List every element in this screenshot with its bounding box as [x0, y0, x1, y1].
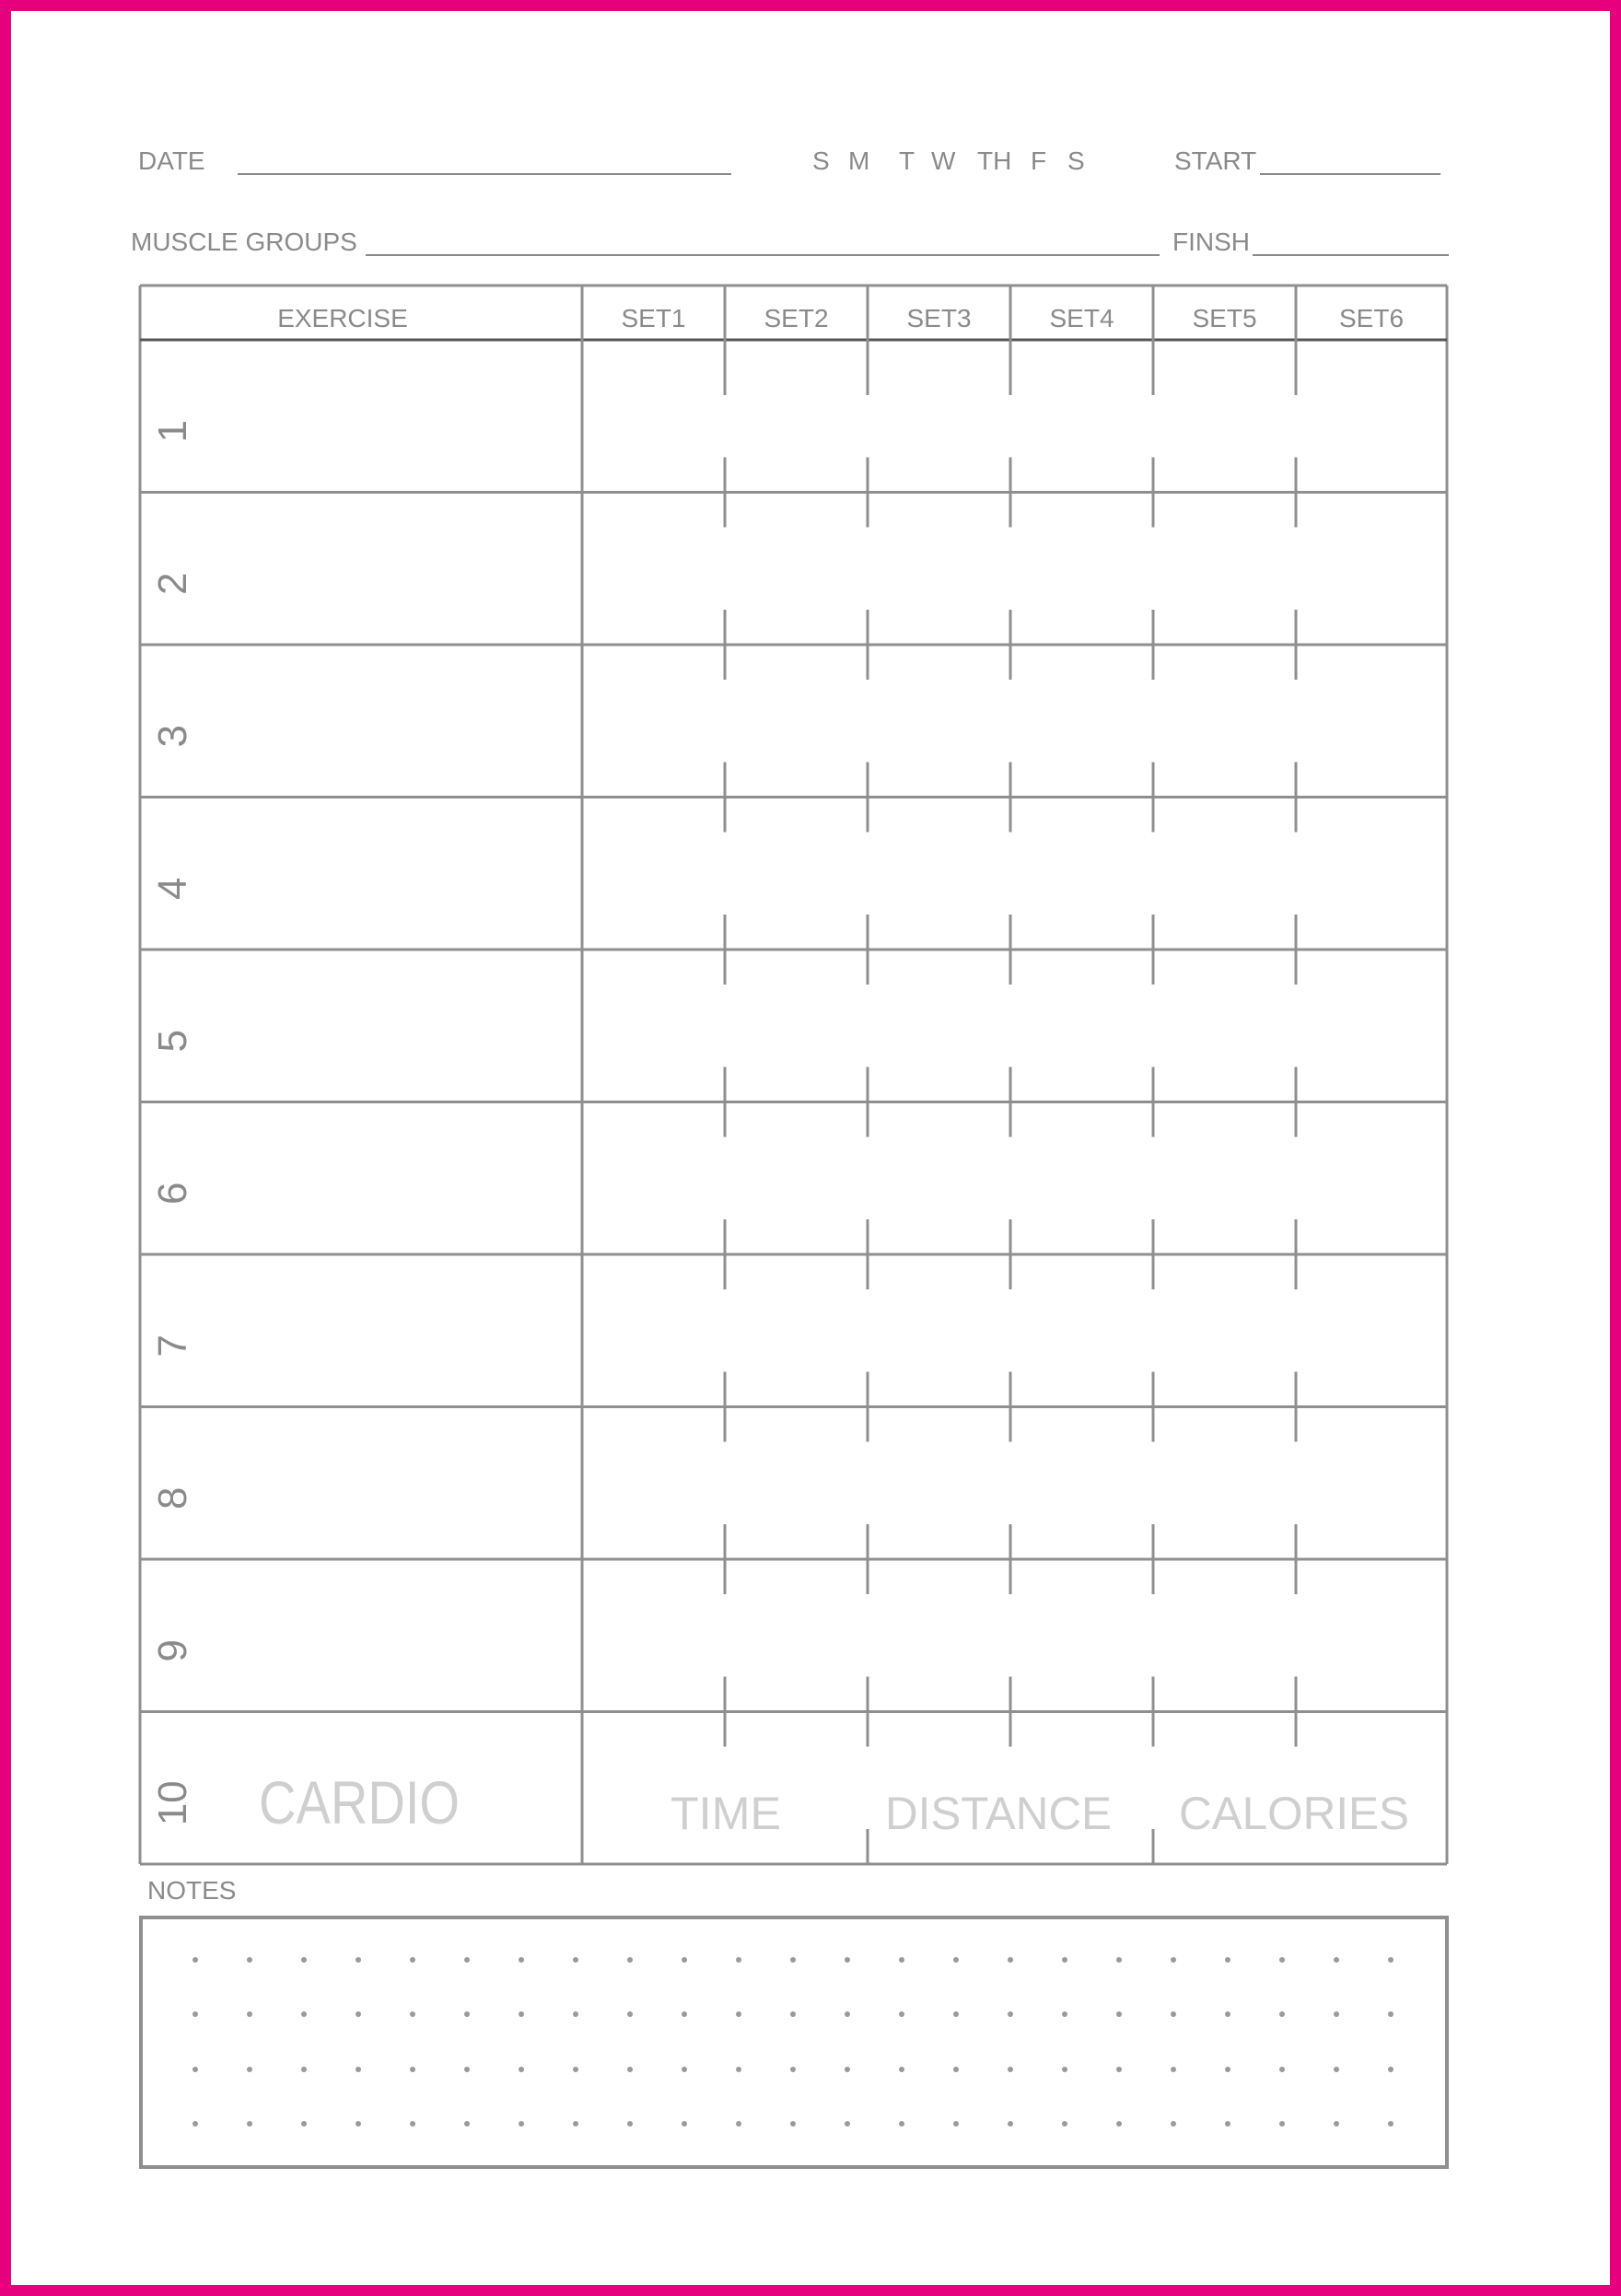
notes-dot [682, 2121, 687, 2127]
row-number-2: 2 [150, 572, 195, 596]
notes-dot [1008, 1957, 1013, 1963]
notes-dot [1388, 2121, 1394, 2127]
notes-dot [247, 1957, 252, 1963]
notes-dot [519, 1957, 524, 1963]
notes-dot [1116, 2067, 1122, 2072]
row-number-7: 7 [150, 1334, 195, 1358]
cardio-field-calories: CALORIES [1179, 1788, 1409, 1839]
notes-dot [464, 1957, 470, 1963]
notes-dot [1062, 2067, 1067, 2072]
notes-dot [1225, 1957, 1230, 1963]
notes-dot [736, 2121, 741, 2127]
notes-dot [356, 2067, 361, 2072]
notes-dot [1062, 1957, 1067, 1963]
column-header-exercise: EXERCISE [277, 304, 408, 332]
notes-dot [519, 2067, 524, 2072]
notes-dot [953, 2067, 959, 2072]
notes-dot [192, 1957, 198, 1963]
notes-dot [736, 1957, 741, 1963]
notes-dot [845, 2121, 850, 2127]
finish-label: FINSH [1172, 227, 1250, 256]
day-tuesday[interactable]: T [899, 146, 915, 175]
notes-dot [301, 2011, 307, 2017]
notes-dot [899, 1957, 904, 1963]
table-grid [140, 286, 1447, 1864]
notes-dot [1008, 2011, 1013, 2017]
row-number-4: 4 [150, 877, 195, 901]
notes-dot [790, 2121, 796, 2127]
notes-dot [1008, 2121, 1013, 2127]
muscle-groups-label: MUSCLE GROUPS [131, 227, 357, 256]
day-wednesday[interactable]: W [931, 146, 956, 175]
column-header-set1: SET1 [621, 304, 686, 332]
notes-dot [953, 1957, 959, 1963]
column-header-set4: SET4 [1049, 304, 1114, 332]
notes-dot [301, 2121, 307, 2127]
notes-box [141, 1917, 1447, 2167]
notes-dot [192, 2011, 198, 2017]
notes-dot [301, 2067, 307, 2072]
cardio-field-time: TIME [671, 1788, 781, 1839]
column-header-set2: SET2 [764, 304, 829, 332]
column-header-set3: SET3 [906, 304, 972, 332]
notes-dot [247, 2121, 252, 2127]
notes-dot [464, 2121, 470, 2127]
notes-dot [1334, 2067, 1339, 2072]
notes-dot [627, 2011, 633, 2017]
notes-dot [627, 1957, 633, 1963]
notes-dot [736, 2067, 741, 2072]
notes-dot [1225, 2121, 1230, 2127]
notes-dot [301, 1957, 307, 1963]
notes-dot [410, 2121, 415, 2127]
notes-dot [1116, 2011, 1122, 2017]
cardio-label: CARDIO [259, 1768, 460, 1836]
notes-dot [1279, 1957, 1285, 1963]
column-header-set5: SET5 [1192, 304, 1257, 332]
notes-dot [1334, 2121, 1339, 2127]
notes-dot [1334, 1957, 1339, 1963]
notes-dot [1225, 2011, 1230, 2017]
cardio-row [259, 1768, 1409, 1839]
notes-dot [519, 2121, 524, 2127]
notes-dot [247, 2011, 252, 2017]
notes-dot [192, 2067, 198, 2072]
notes-dot [899, 2121, 904, 2127]
row-number-9: 9 [150, 1639, 195, 1662]
day-sunday[interactable]: S [812, 146, 830, 175]
notes-dot [1388, 1957, 1394, 1963]
notes-dot [573, 2121, 578, 2127]
notes-dot [1388, 2067, 1394, 2072]
table-header [277, 304, 1404, 332]
notes-dot [790, 2067, 796, 2072]
notes-dot [410, 2011, 415, 2017]
notes-dot [1225, 2067, 1230, 2072]
notes-dot [682, 2067, 687, 2072]
notes-dot [192, 2121, 198, 2127]
notes-dot [682, 1957, 687, 1963]
notes-dot [1008, 2067, 1013, 2072]
notes-dot [627, 2067, 633, 2072]
day-thursday[interactable]: TH [977, 146, 1012, 175]
notes-dot [410, 2067, 415, 2072]
notes-dot [573, 2067, 578, 2072]
row-number-10: 10 [150, 1780, 195, 1826]
notes-dot [627, 2121, 633, 2127]
notes-dot [356, 1957, 361, 1963]
notes-dot [464, 2067, 470, 2072]
row-number-5: 5 [150, 1030, 195, 1053]
notes-dot [410, 1957, 415, 1963]
notes-dot [1171, 2067, 1176, 2072]
notes-dot [1334, 2011, 1339, 2017]
cardio-field-distance: DISTANCE [885, 1788, 1112, 1839]
notes-dot [1279, 2011, 1285, 2017]
notes-dot [573, 2011, 578, 2017]
notes-dot [1279, 2067, 1285, 2072]
notes-dot [573, 1957, 578, 1963]
notes-dot [736, 2011, 741, 2017]
notes-dot [1171, 2011, 1176, 2017]
row-number-8: 8 [150, 1486, 195, 1510]
start-label: START [1174, 146, 1257, 175]
notes-dot [845, 2011, 850, 2017]
notes-dot [845, 2067, 850, 2072]
notes-dot [845, 1957, 850, 1963]
notes-dot [356, 2011, 361, 2017]
date-label: DATE [138, 146, 205, 175]
notes-dot [682, 2011, 687, 2017]
notes-dot [1171, 1957, 1176, 1963]
notes-dot [356, 2121, 361, 2127]
notes-label: NOTES [147, 1876, 237, 1905]
column-header-set6: SET6 [1338, 304, 1405, 332]
notes-dot [519, 2011, 524, 2017]
notes-dot [1062, 2121, 1067, 2127]
notes-dot [790, 2011, 796, 2017]
notes-dot-grid [141, 1917, 1447, 2167]
notes-dot [1388, 2011, 1394, 2017]
notes-dot [464, 2011, 470, 2017]
notes-dot [1116, 1957, 1122, 1963]
row-number-6: 6 [150, 1182, 195, 1206]
notes-dot [899, 2067, 904, 2072]
notes-dot [1116, 2121, 1122, 2127]
row-numbers [150, 420, 195, 1825]
row-number-3: 3 [150, 725, 195, 748]
notes-dot [1171, 2121, 1176, 2127]
notes-dot [953, 2011, 959, 2017]
notes-dot [1279, 2121, 1285, 2127]
notes-dot [953, 2121, 959, 2127]
day-friday[interactable]: F [1031, 146, 1047, 175]
row-number-1: 1 [150, 420, 195, 443]
day-monday[interactable]: M [848, 146, 870, 175]
day-saturday[interactable]: S [1067, 146, 1085, 175]
notes-dot [899, 2011, 904, 2017]
notes-dot [1062, 2011, 1067, 2017]
notes-dot [247, 2067, 252, 2072]
notes-dot [790, 1957, 796, 1963]
